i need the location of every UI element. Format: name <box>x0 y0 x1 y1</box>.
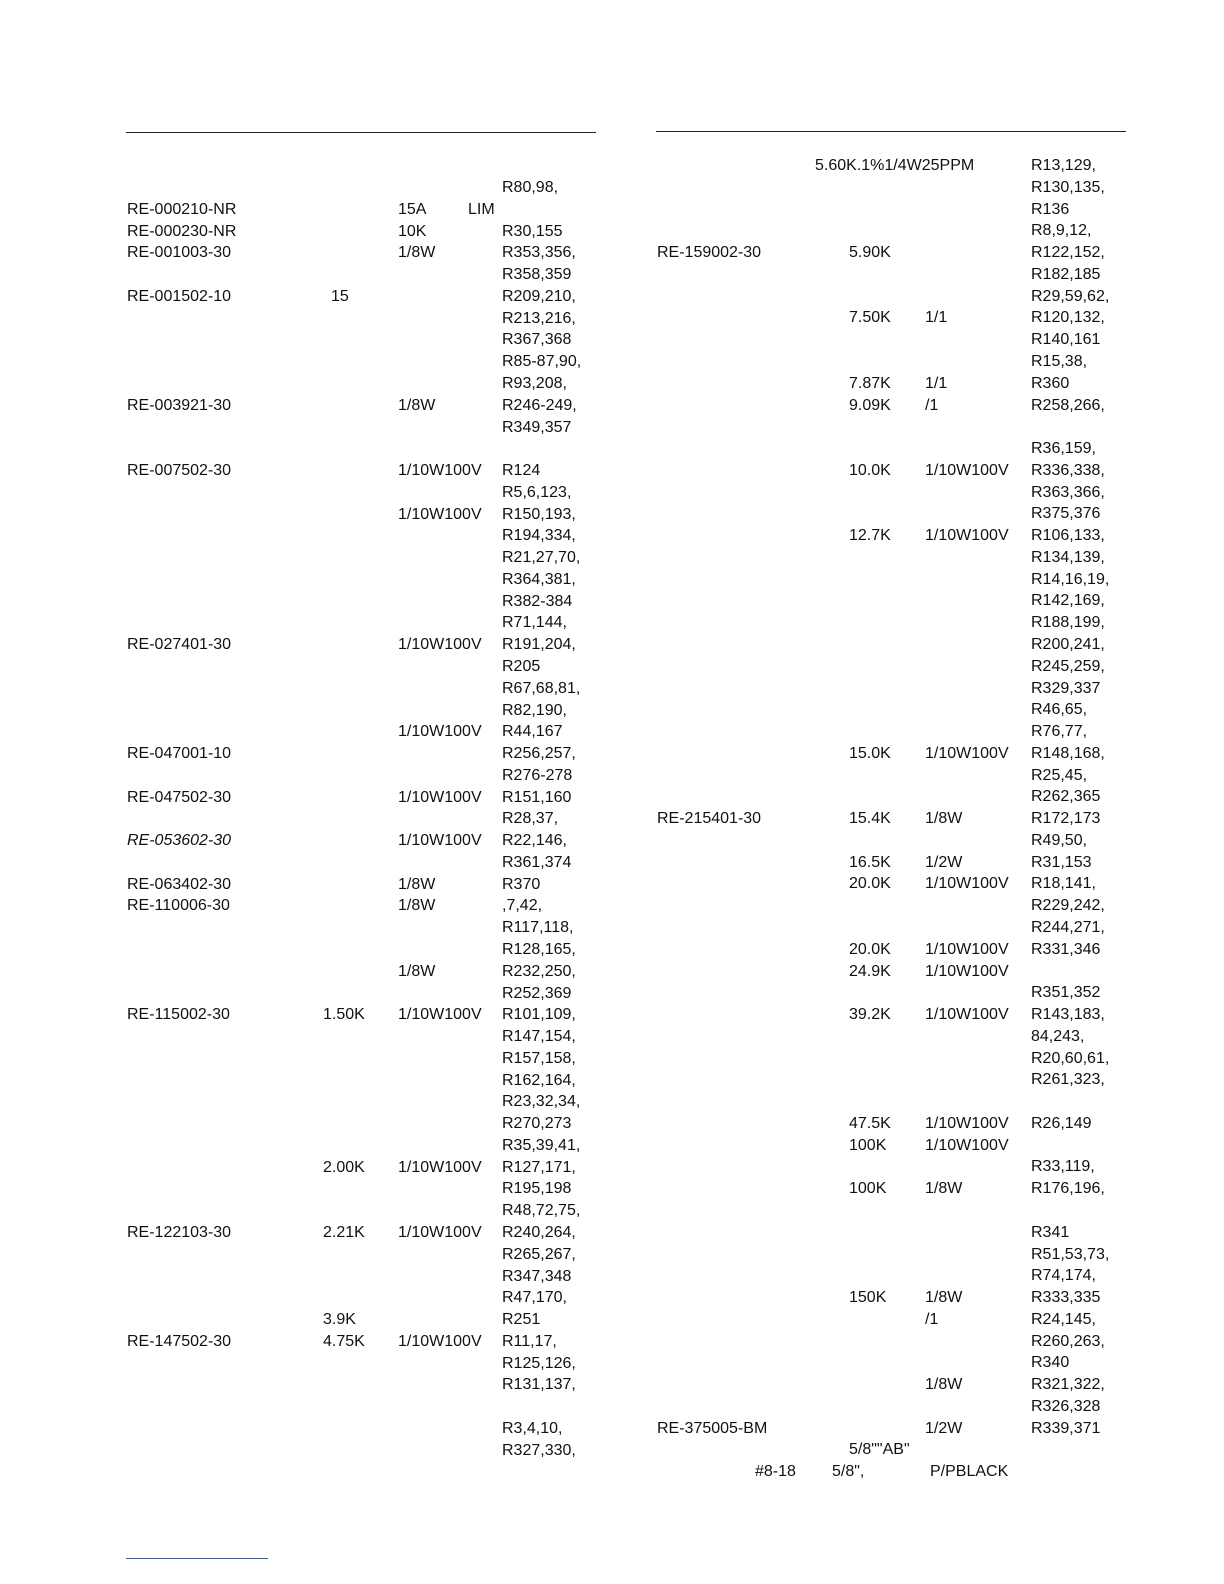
rating-text: P/PBLACK <box>930 1463 1009 1481</box>
part-number: RE-047001-10 <box>127 745 232 762</box>
reference-designators: R262,365 <box>1031 788 1101 806</box>
reference-designators: R194,334, <box>502 527 576 545</box>
part-number: RE-063402-30 <box>127 875 232 893</box>
rating-text: 1/10W100V <box>398 1158 482 1176</box>
part-number: RE-007502-30 <box>127 462 232 479</box>
reference-designators: R347,348 <box>502 1267 572 1285</box>
rating-text: 1/8W <box>925 1180 963 1198</box>
value-text: 20.0K <box>849 875 891 893</box>
part-number: RE-122103-30 <box>127 1224 232 1241</box>
reference-designators: R361,374 <box>502 853 572 871</box>
part-number: RE-115002-30 <box>127 1006 230 1024</box>
reference-designators: R240,264, <box>502 1224 576 1241</box>
reference-designators: R265,267, <box>502 1245 576 1263</box>
rating-text: 1/10W100V <box>925 527 1009 545</box>
reference-designators: R18,141, <box>1031 875 1096 893</box>
rating-text: 1/10W100V <box>398 505 482 523</box>
reference-designators: R136 <box>1031 200 1070 218</box>
reference-designators: R30,155 <box>502 222 563 240</box>
reference-designators: R36,159, <box>1031 440 1096 457</box>
reference-designators: R67,68,81, <box>502 679 581 697</box>
value-text: 100K <box>849 1180 887 1198</box>
part-number: RE-110006-30 <box>127 897 230 915</box>
value-text: 2.00K <box>323 1158 365 1176</box>
part-number: RE-001003-30 <box>127 244 232 262</box>
reference-designators: R101,109, <box>502 1006 576 1024</box>
reference-designators: R147,154, <box>502 1028 576 1045</box>
reference-designators: R131,137, <box>502 1376 576 1394</box>
reference-designators: R382-384 <box>502 592 573 610</box>
rating-text: 1/8W <box>398 244 436 262</box>
reference-designators: R256,257, <box>502 745 576 762</box>
rating-text: 1/10W100V <box>925 744 1009 762</box>
reference-designators: R261,323, <box>1031 1071 1105 1089</box>
rating-text: 1/10W100V <box>398 1224 482 1241</box>
value-text: 7.50K <box>849 309 891 327</box>
value-text: 15 <box>331 287 349 305</box>
rating-text: 1/10W100V <box>925 1006 1009 1023</box>
reference-designators: R251 <box>502 1311 541 1328</box>
reference-designators: R326,328 <box>1031 1397 1101 1415</box>
value-text: 4.75K <box>323 1332 365 1350</box>
value-text: 150K <box>849 1289 887 1306</box>
value-text: 100K <box>849 1136 887 1154</box>
reference-designators: R364,381, <box>502 570 576 588</box>
rating-text: 1/10W100V <box>925 1114 1009 1132</box>
reference-designators: R140,161 <box>1031 331 1101 349</box>
reference-designators: R8,9,12, <box>1031 222 1092 240</box>
reference-designators: R151,160 <box>502 788 572 806</box>
reference-designators: R252,369 <box>502 984 572 1002</box>
reference-designators: R15,38, <box>1031 352 1088 370</box>
rating-text: 1/8W <box>398 875 436 893</box>
reference-designators: R245,259, <box>1031 657 1105 675</box>
value-text: 10.0K <box>849 461 891 479</box>
reference-designators: R35,39,41, <box>502 1136 581 1154</box>
reference-designators: R25,45, <box>1031 766 1088 784</box>
part-number: RE-000230-NR <box>127 222 237 240</box>
rating-text: 1/10W100V <box>925 875 1009 893</box>
value-text: 7.87K <box>849 374 891 392</box>
part-number: RE-027401-30 <box>127 636 232 654</box>
reference-designators: R358,359 <box>502 266 572 284</box>
rating-text: 1/10W100V <box>398 832 482 850</box>
reference-designators: R336,338, <box>1031 461 1105 479</box>
reference-designators: R244,271, <box>1031 918 1105 936</box>
reference-designators: R360 <box>1031 374 1070 392</box>
part-number: RE-001502-10 <box>127 287 232 305</box>
reference-designators: R148,168, <box>1031 744 1105 762</box>
rating-text: 1/10W100V <box>398 723 482 741</box>
rating-text: 1/10W100V <box>398 1332 482 1350</box>
part-number: RE-215401-30 <box>657 810 762 828</box>
reference-designators: R375,376 <box>1031 505 1101 523</box>
reference-designators: R3,4,10, <box>502 1419 563 1437</box>
reference-designators: R341 <box>1031 1223 1070 1241</box>
reference-designators: R49,50, <box>1031 831 1088 849</box>
rating-text: 1/10W100V <box>925 461 1009 479</box>
reference-designators: R106,133, <box>1031 527 1105 545</box>
reference-designators: R31,153 <box>1031 853 1092 871</box>
reference-designators: R13,129, <box>1031 157 1096 174</box>
value-text: 24.9K <box>849 962 891 980</box>
value-text: 15.4K <box>849 810 891 828</box>
reference-designators: R82,190, <box>502 701 567 719</box>
reference-designators: R182,185 <box>1031 265 1101 283</box>
rating-text: 1/10W100V <box>925 940 1009 958</box>
reference-designators: R351,352 <box>1031 984 1101 1002</box>
reference-designators: R33,119, <box>1031 1158 1095 1176</box>
reference-designators: R370 <box>502 875 541 893</box>
value-text: 5.60K.1%1/4W25PPM <box>815 157 975 174</box>
rating-text: 1/2W <box>925 1419 963 1437</box>
reference-designators: R74,174, <box>1031 1267 1096 1285</box>
rating-text: 1/8W <box>398 962 436 980</box>
reference-designators: R258,266, <box>1031 396 1105 414</box>
reference-designators: R122,152, <box>1031 244 1105 262</box>
footer-link-underline[interactable] <box>126 1558 268 1559</box>
reference-designators: R93,208, <box>502 374 567 392</box>
value-text: 12.7K <box>849 527 891 545</box>
reference-designators: R172,173 <box>1031 810 1101 828</box>
part-number: #8-18 <box>755 1463 796 1481</box>
rating-text: LIM <box>468 200 495 218</box>
rating-text: 1/1 <box>925 374 948 392</box>
rating-text: 1/10W100V <box>398 462 482 479</box>
reference-designators: R339,371 <box>1031 1419 1101 1437</box>
reference-designators: R48,72,75, <box>502 1202 581 1220</box>
value-text: 1.50K <box>323 1006 365 1024</box>
rating-text: 1/8W <box>925 810 963 828</box>
rating-text: 1/8W <box>398 897 436 915</box>
reference-designators: R46,65, <box>1031 701 1088 719</box>
reference-designators: R353,356, <box>502 244 576 262</box>
rating-text: 1/10W100V <box>925 962 1009 980</box>
reference-designators: R47,170, <box>502 1289 567 1307</box>
reference-designators: R367,368 <box>502 331 572 349</box>
reference-designators: R11,17, <box>502 1332 557 1350</box>
value-text: 9.09K <box>849 396 891 414</box>
rating-text: 1/10W100V <box>398 788 482 806</box>
rating-text: 1/1 <box>925 309 948 327</box>
reference-designators: R24,145, <box>1031 1310 1096 1328</box>
value-text: 5.90K <box>849 244 891 262</box>
value-text: 15A <box>398 200 427 218</box>
reference-designators: R5,6,123, <box>502 483 572 501</box>
rating-text: 1/10W100V <box>398 636 482 654</box>
reference-designators: R22,146, <box>502 832 567 850</box>
value-text: 5/8""AB" <box>849 1441 910 1459</box>
rating-text: /1 <box>925 1310 939 1328</box>
reference-designators: R128,165, <box>502 940 576 958</box>
left-header-rule <box>126 132 596 133</box>
reference-designators: R143,183, <box>1031 1006 1105 1023</box>
reference-designators: R176,196, <box>1031 1180 1105 1198</box>
value-text: 47.5K <box>849 1114 891 1132</box>
right-header-rule <box>656 131 1126 132</box>
reference-designators: ,7,42, <box>502 897 543 915</box>
part-number: RE-000210-NR <box>127 200 237 218</box>
reference-designators: R363,366, <box>1031 483 1105 501</box>
value-text: 16.5K <box>849 853 891 871</box>
value-text: 5/8", <box>832 1463 865 1481</box>
reference-designators: R188,199, <box>1031 614 1105 632</box>
reference-designators: R331,346 <box>1031 940 1101 958</box>
reference-designators: R76,77, <box>1031 723 1088 740</box>
part-number: RE-003921-30 <box>127 396 232 414</box>
reference-designators: R20,60,61, <box>1031 1049 1110 1067</box>
reference-designators: R205 <box>502 657 541 675</box>
reference-designators: 84,243, <box>1031 1027 1085 1045</box>
part-number: RE-159002-30 <box>657 244 762 262</box>
reference-designators: R340 <box>1031 1354 1070 1372</box>
reference-designators: R191,204, <box>502 636 576 654</box>
reference-designators: R195,198 <box>502 1180 572 1198</box>
part-number: RE-047502-30 <box>127 788 232 806</box>
reference-designators: R209,210, <box>502 287 576 305</box>
reference-designators: R162,164, <box>502 1071 576 1089</box>
rating-text: 1/2W <box>925 853 963 871</box>
reference-designators: R124 <box>502 462 541 479</box>
part-number: RE-053602-30 <box>127 832 232 850</box>
reference-designators: R120,132, <box>1031 309 1105 327</box>
reference-designators: R200,241, <box>1031 635 1105 653</box>
rating-text: 1/8W <box>925 1289 963 1306</box>
reference-designators: R125,126, <box>502 1354 576 1372</box>
rating-text: 1/8W <box>398 396 436 414</box>
value-text: 3.9K <box>323 1311 356 1328</box>
reference-designators: R260,263, <box>1031 1332 1105 1350</box>
reference-designators: R142,169, <box>1031 592 1105 610</box>
rating-text: 1/8W <box>925 1376 963 1394</box>
value-text: 20.0K <box>849 940 891 958</box>
reference-designators: R213,216, <box>502 309 576 327</box>
value-text: 39.2K <box>849 1006 891 1023</box>
reference-designators: R26,149 <box>1031 1114 1092 1132</box>
reference-designators: R333,335 <box>1031 1289 1101 1306</box>
reference-designators: R349,357 <box>502 418 572 436</box>
reference-designators: R44,167 <box>502 723 563 741</box>
reference-designators: R29,59,62, <box>1031 287 1110 305</box>
part-number: RE-375005-BM <box>657 1419 768 1437</box>
reference-designators: R229,242, <box>1031 897 1105 915</box>
reference-designators: R134,139, <box>1031 548 1105 566</box>
reference-designators: R150,193, <box>502 505 576 523</box>
reference-designators: R85-87,90, <box>502 353 582 371</box>
reference-designators: R23,32,34, <box>502 1093 581 1111</box>
reference-designators: R117,118, <box>502 919 574 937</box>
reference-designators: R80,98, <box>502 179 559 196</box>
rating-text: 1/10W100V <box>925 1136 1009 1154</box>
rating-text: /1 <box>925 396 939 414</box>
reference-designators: R157,158, <box>502 1049 576 1067</box>
reference-designators: R321,322, <box>1031 1376 1105 1394</box>
value-text: 10K <box>398 222 427 240</box>
reference-designators: R51,53,73, <box>1031 1245 1110 1263</box>
reference-designators: R246-249, <box>502 396 577 414</box>
reference-designators: R127,171, <box>502 1158 576 1176</box>
reference-designators: R232,250, <box>502 962 576 980</box>
reference-designators: R21,27,70, <box>502 549 581 567</box>
rating-text: 1/10W100V <box>398 1006 482 1024</box>
reference-designators: R329,337 <box>1031 679 1101 697</box>
reference-designators: R14,16,19, <box>1031 570 1110 588</box>
reference-designators: R71,144, <box>502 614 567 632</box>
part-number: RE-147502-30 <box>127 1332 232 1350</box>
reference-designators: R276-278 <box>502 766 573 784</box>
reference-designators: R28,37, <box>502 810 559 828</box>
reference-designators: R327,330, <box>502 1441 576 1459</box>
value-text: 2.21K <box>323 1224 365 1241</box>
value-text: 15.0K <box>849 744 891 762</box>
reference-designators: R130,135, <box>1031 178 1105 196</box>
reference-designators: R270,273 <box>502 1115 572 1133</box>
